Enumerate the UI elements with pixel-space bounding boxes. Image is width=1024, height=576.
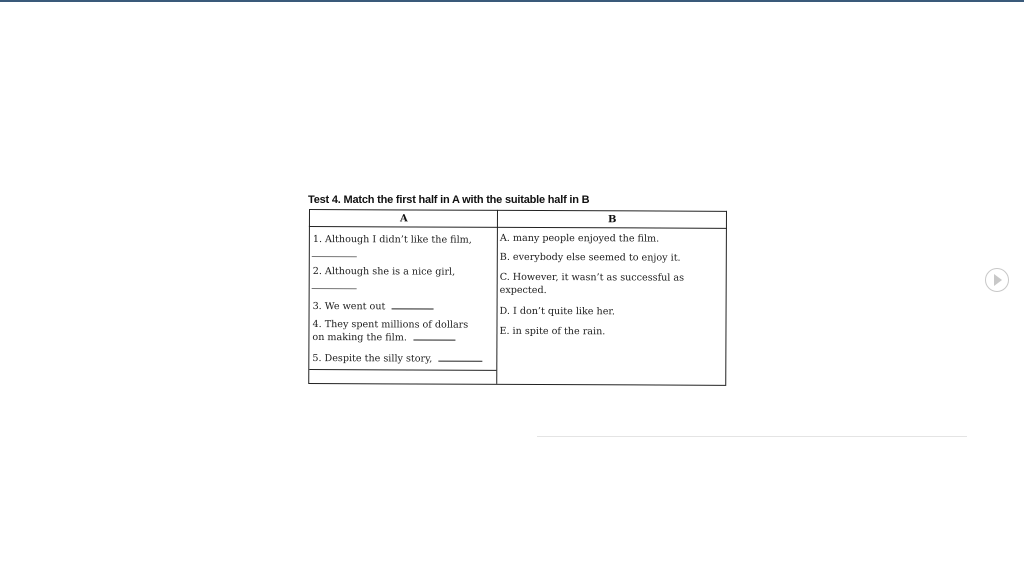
item-a-1: 1. Although I didn’t like the film, [312, 234, 472, 246]
divider-line [537, 436, 967, 437]
answer-blank-4 [413, 331, 455, 340]
item-a-2: 2. Although she is a nice girl, [312, 266, 456, 278]
answer-blank-2 [312, 288, 357, 289]
item-a-3: 3. We went out [312, 301, 386, 313]
matching-table [308, 209, 727, 386]
column-a-header: A [399, 213, 408, 225]
answer-blank-3 [391, 300, 433, 309]
item-b-c: C. However, it wasn’t as successful as [499, 271, 685, 284]
item-a-4: 4. They spent millions of dollars [312, 319, 469, 331]
item-b-e: E. in spite of the rain. [499, 325, 606, 338]
item-b-b: B. everybody else seemed to enjoy it. [499, 251, 681, 264]
play-circle-icon[interactable] [985, 268, 1009, 292]
item-a-5-row [312, 352, 482, 366]
item-b-c-cont: expected. [499, 284, 547, 297]
item-b-a: A. many people enjoyed the film. [499, 232, 660, 245]
answer-blank-5 [438, 353, 482, 362]
top-border [0, 0, 1024, 2]
answer-blank-1 [312, 256, 357, 257]
item-a-3-row [313, 300, 434, 314]
item-b-d: D. I don’t quite like her. [499, 305, 616, 318]
item-a-4b-row [312, 331, 455, 345]
column-b-header: B [607, 214, 617, 226]
item-a-4-cont: on making the film. [312, 332, 407, 344]
item-a-5: 5. Despite the silly story, [312, 353, 433, 365]
exercise-title: Test 4. Match the first half in A with the suitable half in B [308, 194, 590, 206]
